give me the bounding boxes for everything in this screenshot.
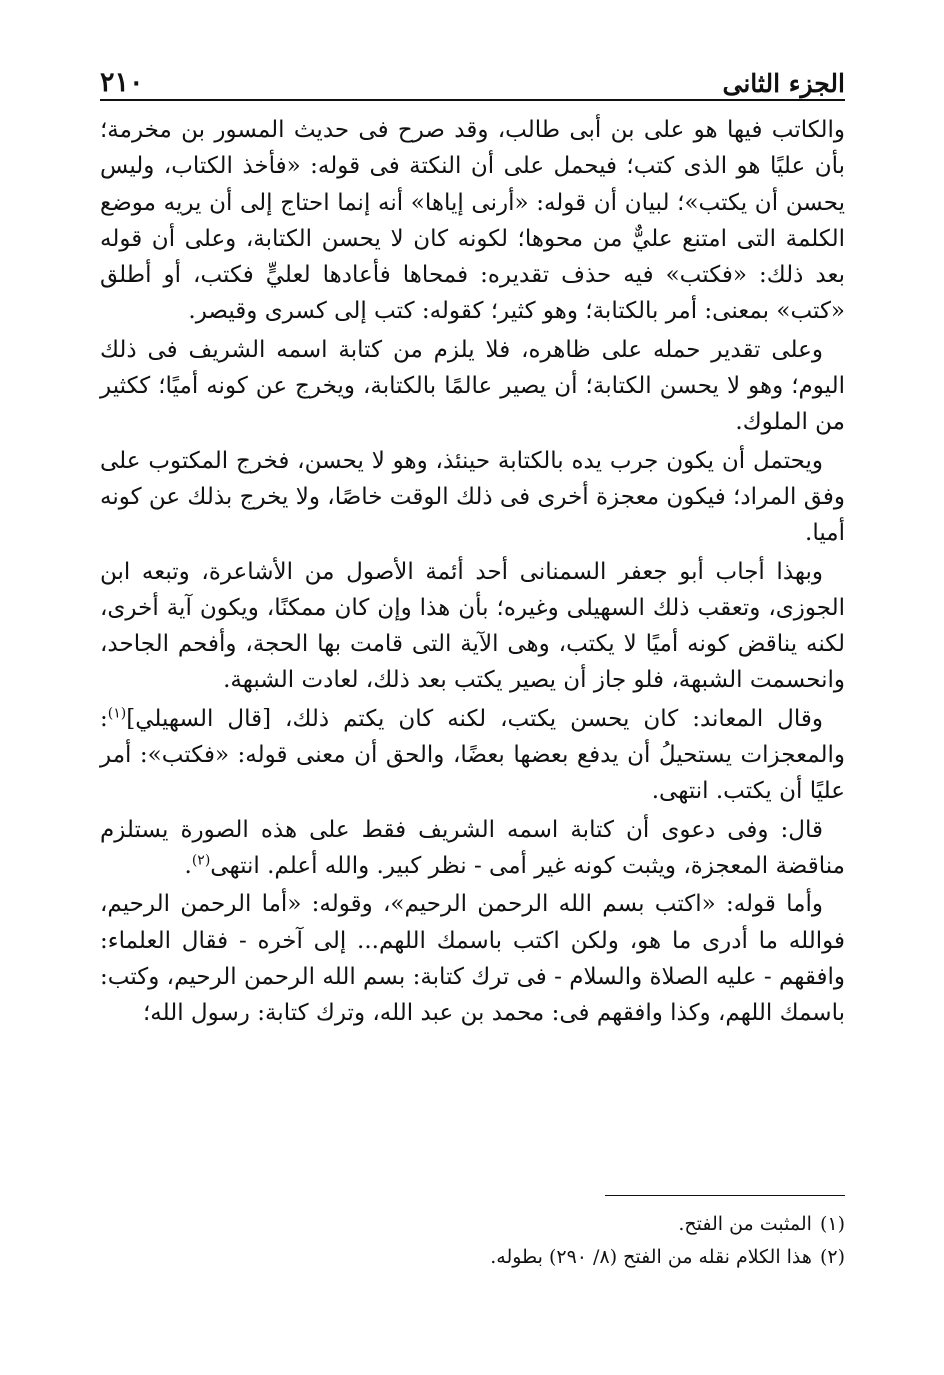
paragraph: [100, 701, 845, 810]
footnote-rule: [605, 1195, 845, 1196]
paragraph: ويحتمل أن يكون جرب يده بالكتابة حينئذ، وهو لا يحسن، فخرج المكتوب على وفق المراد؛ فيكون معجزة أخرى فى ذلك الوقت خاصًا، ولا يخرج بذلك عن كونه أميا.: [100, 447, 845, 547]
header-rule: [100, 99, 845, 101]
paragraph: والكاتب فيها هو على بن أبى طالب، وقد صرح فى حديث المسور بن مخرمة؛ بأن عليًا هو الذى كتب؛ فيحمل على أن النكتة فى قوله: «فأخذ الكتاب، وليس يحسن أن يكتب»؛ لبيان أن قوله: «أرنى إياها» أنه إنما احتاج إلى أن يريه موضع الكلمة التى امتنع عليٌّ من محوها؛ لكونه كان لا يحسن الكتابة، وعلى أن قوله بعد ذلك: «فكتب» فيه حذف تقديره: فمحاها فأعادها لعليٍّ فكتب، أو أطلق «كتب» بمعنى: أمر بالكتابة؛ وهو كثير؛ كقوله: كتب إلى كسرى وقيصر.: [100, 117, 845, 325]
paragraph: وعلى تقدير حمله على ظاهره، فلا يلزم من كتابة اسمه الشريف فى ذلك اليوم؛ وهو لا يحسن الكتابة؛ أن يصير عالمًا بالكتابة، ويخرج عن كونه أميًا؛ ككثير من الملوك.: [100, 336, 845, 436]
paragraph: وبهذا أجاب أبو جعفر السمنانى أحد أئمة الأصول من الأشاعرة، وتبعه ابن الجوزى، وتعقب ذلك السهيلى وغيره؛ بأن هذا وإن كان ممكنًا، ويكون آية أخرى، لكنه يناقض كونه أميًا لا يكتب، وهى الآية التى قامت بها الحجة، وأفحم الجاحد، وانحسمت الشبهة، فلو جاز أن يصير يكتب بعد ذلك، لعادت الشبهة.: [100, 558, 845, 694]
footnote-reference: (٢): [191, 852, 211, 869]
paragraph-text: .: [184, 852, 192, 879]
paragraph-text: وقال المعاند: كان يحسن يكتب، لكنه كان يكتم ذلك، [قال السهيلي]: [126, 705, 823, 732]
running-head: الجزء الثانى: [722, 69, 845, 98]
paragraph: وأما قوله: «اكتب بسم الله الرحمن الرحيم»، وقوله: «أما الرحمن الرحيم، فوالله ما أدرى ما هو، ولكن اكتب باسمك اللهم... إلى آخره - فقال العلماء: وافقهم - عليه الصلاة والسلام - فى ترك كتابة: بسم الله الرحمن الرحيم، وكتب: باسمك اللهم، وكذا وافقهم فى: محمد بن عبد الله، وترك كتابة: رسول الله؛: [100, 891, 845, 1027]
footnote-reference: (١): [107, 705, 127, 722]
paragraph-text: قال: وفى دعوى أن كتابة اسمه الشريف فقط على هذه الصورة يستلزم مناقضة المعجزة، ويثبت كونه غير أمى - نظر كبير. والله أعلم. انتهى: [100, 816, 845, 879]
paragraph-text: : والمعجزات يستحيلُ أن يدفع بعضها بعضًا، والحق أن معنى قوله: «فكتب»: أمر عليًا أن يكتب. انتهى.: [100, 705, 845, 805]
footnote-number: (٢): [819, 1246, 845, 1268]
paragraph: [100, 812, 845, 885]
body-text: [100, 112, 845, 1033]
footnote-number: (١): [819, 1213, 845, 1235]
footnote: [100, 1241, 845, 1274]
page-header: [100, 50, 845, 96]
page-number: ٢١٠: [100, 67, 144, 98]
footnote-text: هذا الكلام نقله من الفتح (٨/ ٢٩٠) بطوله.: [490, 1246, 812, 1268]
footnotes: [100, 1208, 845, 1274]
footnote-text: المثبت من الفتح.: [678, 1213, 812, 1235]
footnote: [100, 1208, 845, 1241]
